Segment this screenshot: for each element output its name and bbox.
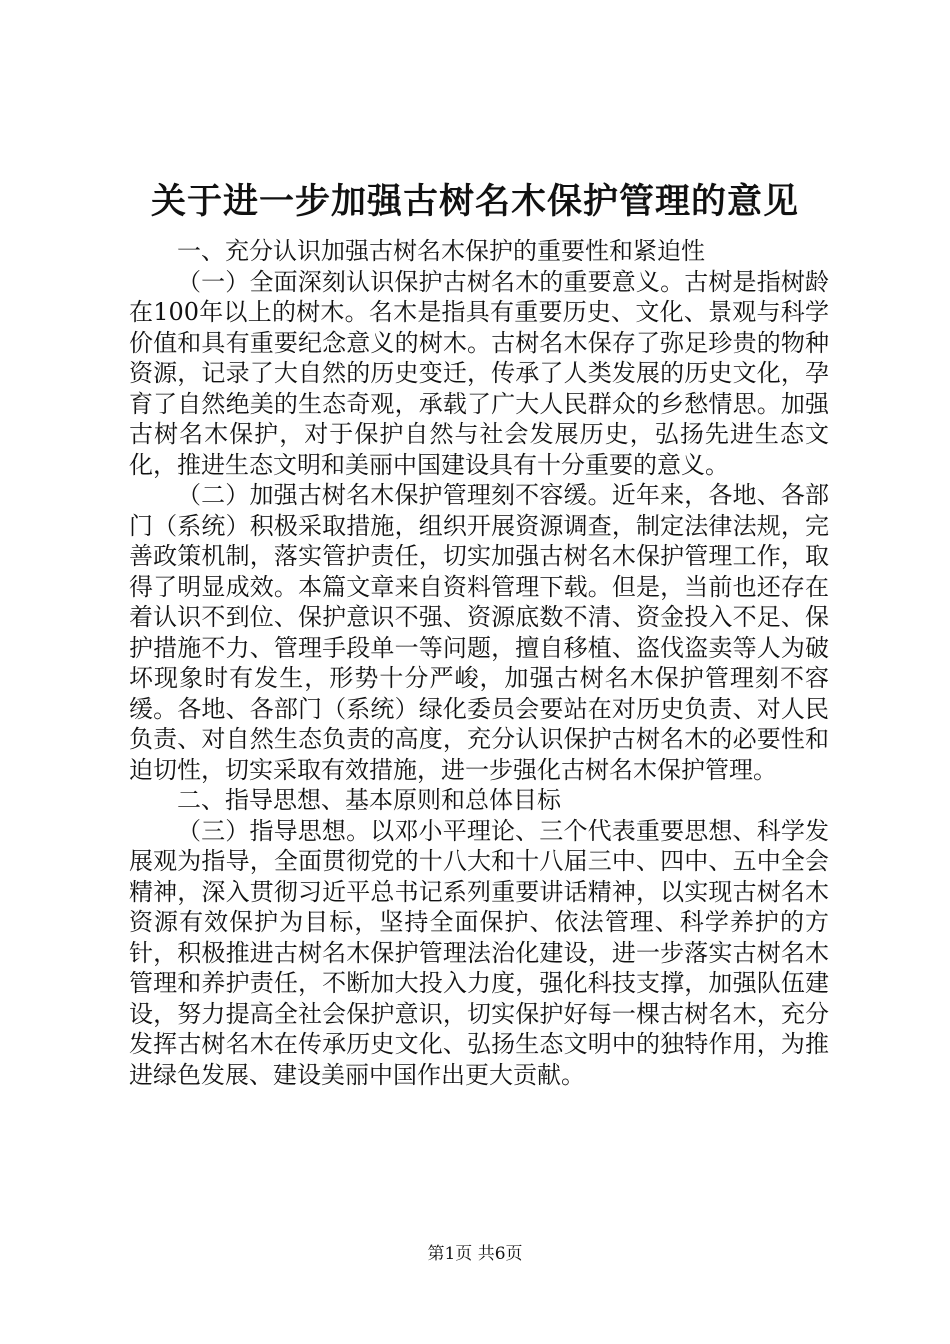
paragraph-2: （二）加强古树名木保护管理刻不容缓。近年来，各地、各部门（系统）积极采取措施，组织开展资源调查，制定法律法规，完善政策机制，落实管护责任，切实加强古树名木保护管理工作，取得了明显成效。本篇文章来自资料管理下载。但是，当前也还存在着认识不到位、保护意识不强、资源底数不清、资金投入不足、保护措施不力、管理手段单一等问题，擅自移植、盗伐盗卖等人为破坏现象时有发生，形势十分严峻，加强古树名木保护管理刻不容缓。各地、各部门（系统）绿化委员会要站在对历史负责、对人民负责、对自然生态负责的高度，充分认识保护古树名木的必要性和迫切性，切实采取有效措施，进一步强化古树名木保护管理。	[129, 481, 829, 784]
section-heading-1: 一、充分认识加强古树名木保护的重要性和紧迫性	[177, 237, 705, 265]
paragraph-1: （一）全面深刻认识保护古树名木的重要意义。古树是指树龄在100年以上的树木。名木是指具有重要历史、文化、景观与科学价值和具有重要纪念意义的树木。古树名木保存了弥足珍贵的物种资源，记录了大自然的历史变迁，传承了人类发展的历史文化，孕育了自然绝美的生态奇观，承载了广大人民群众的乡愁情思。加强古树名木保护，对于保护自然与社会发展历史，弘扬先进生态文化，推进生态文明和美丽中国建设具有十分重要的意义。	[129, 267, 829, 479]
document-body	[129, 236, 829, 1090]
paragraph-3: （三）指导思想。以邓小平理论、三个代表重要思想、科学发展观为指导，全面贯彻党的十八大和十八届三中、四中、五中全会精神，深入贯彻习近平总书记系列重要讲话精神，以实现古树名木资源有效保护为目标，坚持全面保护、依法管理、科学养护的方针，积极推进古树名木保护管理法治化建设，进一步落实古树名木管理和养护责任，不断加大投入力度，强化科技支撑，加强队伍建设，努力提高全社会保护意识，切实保护好每一棵古树名木，充分发挥古树名木在传承历史文化、弘扬生态文明中的独特作用，为推进绿色发展、建设美丽中国作出更大贡献。	[129, 816, 829, 1089]
page-footer: 第1页 共6页	[427, 1244, 523, 1264]
document-title: 关于进一步加强古树名木保护管理的意见	[150, 181, 799, 222]
section-heading-2: 二、指导思想、基本原则和总体目标	[177, 786, 561, 814]
